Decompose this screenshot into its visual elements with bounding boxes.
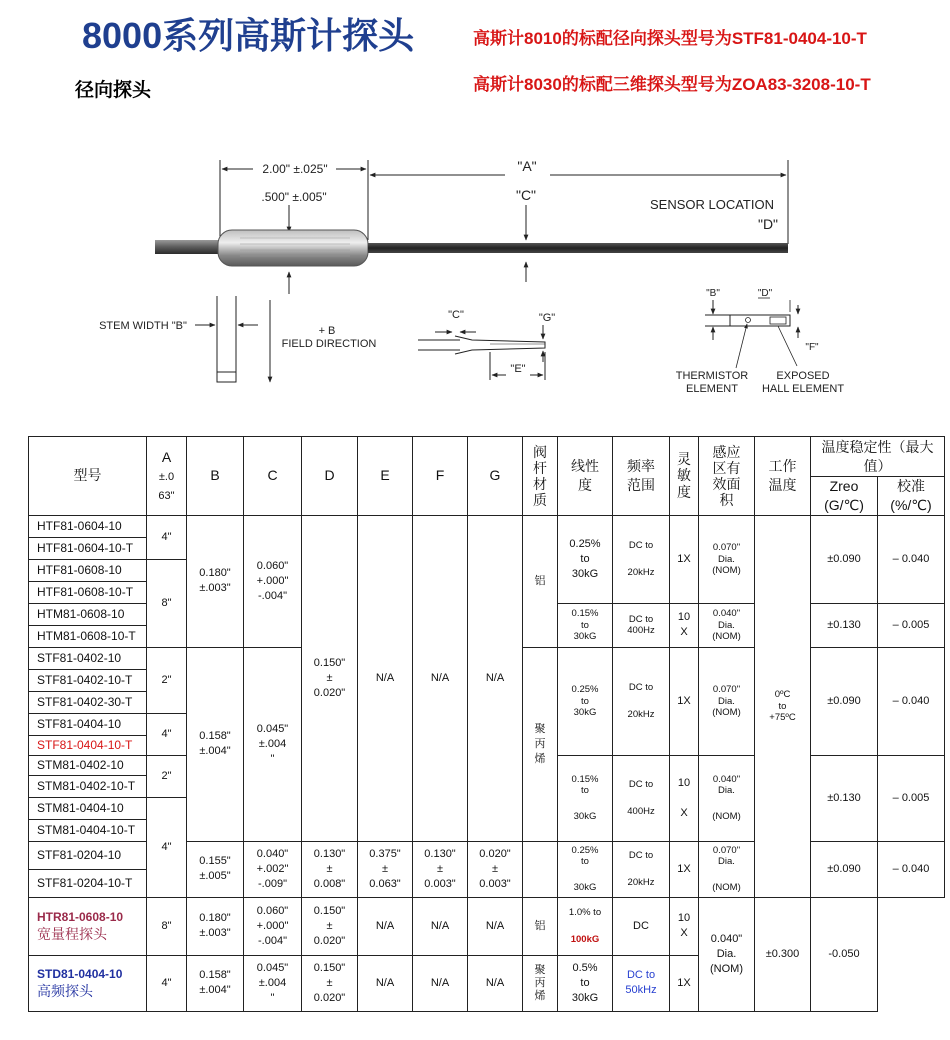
dim-2in-text: 2.00" ±.025" xyxy=(262,162,328,176)
plus-b-label: + B xyxy=(318,325,336,337)
header-b: B xyxy=(187,437,244,516)
table-row-model: HTM81-0608-10 xyxy=(29,603,147,625)
dim-500-text: .500" ±.005" xyxy=(261,190,327,204)
probe-handle xyxy=(218,230,368,266)
detail-label-b: "B" xyxy=(706,288,720,299)
table-row-model: STM81-0404-10 xyxy=(29,797,147,819)
label-d: "D" xyxy=(757,216,779,232)
header-temp: 工作 温度 xyxy=(755,437,811,516)
header-d: D xyxy=(302,437,358,516)
exposed-label-2: HALL ELEMENT xyxy=(761,383,845,395)
table-row-model: HTF81-0608-10-T xyxy=(29,581,147,603)
thermistor-label-1: THERMISTOR xyxy=(675,370,749,382)
probe-spec-table: 型号 A ±.0 63" B C D E F G 阀 杆 材 质 线性 度 频率 范围 灵 敏 度 感应 区有 效面 积 工作 温度 温度稳定性（最大值） Zreo (G/℃) 校准 (%/℃) HTF81-0604-10 4" 0.180" ±.003" 0.060" +.000" -.004" 0.150" ± 0.020" N/A N/A N/A 铝 0.25% to 30kG DC to 20kHz 1X 0.070" Dia. (NOM) 0ºC to +75ºC ±0.090 – 0.040 HTF81-0604-10-T HTF81-0608-10 8" HTF81-0608-10-T HTM81-0608-10 0.15% to 30kG DC to 400Hz 10 X 0.040" Dia. (NOM) ±0.130 – 0.005 HTM81-0608-10-T STF81-0402-10 2" 0.158" ±.004" 0.045" ±.004 " 聚 丙 烯 0.25% to 30kG DC to 20kHz 1X 0.070" Dia. (NOM) ±0.090 – 0.040 STF81-0402-10-T STF81-0402-30-T STF81-0404-10 4" STF81-0404-10-T STM81-0402-10 2" 0.15% to 30kG DC to 400Hz 10 X 0.040" Dia. (NOM) ±0.130 – 0.005 STM81-0402-10-T STM81-0404-10 4" STM81-0404-10-T STF81-0204-10 0.155" ±.005" 0.040" +.002" -.009" 0.130" ± 0.008" 0.375" ± 0.063" 0.130" ± 0.003" 0.020" ± 0.003" 0.25% to 30kG DC to 20kHz 1X 0.070" Dia. (NOM) ±0.090 – 0.040 STF81-0204-10-T HTR81-0608-10 宽量程探头 8" 0.180" ±.003" 0.060" +.000" -.004" 0.150" ± 0.020" N/A N/A N/A 铝 1.0% to 100kG DC 10 X 0.040" Dia. (NOM) ±0.300 -0.050 STD81-0404-10 高频探头 4" 0.158" ±.004" 0.045" ±.004 " 0.150" ± 0.020" N/A N/A N/A 聚 丙 烯 0.5% to 30kG DC to 50kHz 1X xyxy=(28,436,945,1012)
header-material: 阀 杆 材 质 xyxy=(523,437,558,516)
table-row-model: STF81-0204-10 xyxy=(29,841,147,869)
header-c: C xyxy=(244,437,302,516)
header-a: A ±.0 63" xyxy=(147,437,187,516)
stem-width-label: STEM WIDTH "B" xyxy=(99,320,187,332)
detail-label-d: "D" xyxy=(757,288,773,299)
table-row-model: STM81-0402-10-T xyxy=(29,775,147,797)
table-row-model: STF81-0402-10 xyxy=(29,647,147,669)
page-title: 8000系列高斯计探头 xyxy=(82,15,415,56)
header-freq: 频率 范围 xyxy=(613,437,670,516)
table-row-model: STF81-0402-10-T xyxy=(29,669,147,691)
header-sensitivity: 灵 敏 度 xyxy=(670,437,699,516)
table-row-high-freq: STD81-0404-10 高频探头 xyxy=(29,955,147,1011)
header-g: G xyxy=(468,437,523,516)
stem-end-section xyxy=(217,372,236,382)
label-c: "C" xyxy=(515,187,537,203)
header-area: 感应 区有 效面 积 xyxy=(699,437,755,516)
table-row-model: STF81-0204-10-T xyxy=(29,869,147,897)
note-8030: 高斯计8030的标配三维探头型号为ZOA83-3208-10-T xyxy=(473,75,871,94)
detail-label-c: "C" xyxy=(448,309,464,321)
header-model: 型号 xyxy=(29,437,147,516)
label-a: "A" xyxy=(517,158,537,174)
probe-dimension-diagram xyxy=(0,140,950,410)
header-stability: 温度稳定性（最大值） xyxy=(811,437,945,477)
table-row-model: STM81-0402-10 xyxy=(29,755,147,775)
detail-label-f: "F" xyxy=(805,342,819,353)
table-row-model: STM81-0404-10-T xyxy=(29,819,147,841)
section-subtitle: 径向探头 xyxy=(75,80,152,101)
header-zero: Zreo (G/℃) xyxy=(811,477,878,516)
table-row-wide-range: HTR81-0608-10 宽量程探头 xyxy=(29,897,147,955)
exposed-label-1: EXPOSED xyxy=(776,370,830,382)
table-row-model: HTM81-0608-10-T xyxy=(29,625,147,647)
sensor-location-label: SENSOR LOCATION xyxy=(649,197,775,212)
detail-label-e: "E" xyxy=(510,363,526,375)
table-row-model: HTF81-0608-10 xyxy=(29,559,147,581)
probe-stem xyxy=(368,243,788,253)
note-8010: 高斯计8010的标配径向探头型号为STF81-0404-10-T xyxy=(473,29,867,48)
table-row-model: STF81-0404-10 xyxy=(29,713,147,735)
table-row-model: HTF81-0604-10 xyxy=(29,515,147,537)
header-e: E xyxy=(358,437,413,516)
table-row-model: STF81-0402-30-T xyxy=(29,691,147,713)
detail-label-g: "G" xyxy=(538,312,556,324)
thermistor-label-2: ELEMENT xyxy=(686,383,738,395)
table-row-model-highlight: STF81-0404-10-T xyxy=(29,735,147,755)
probe-cable xyxy=(155,240,225,254)
header-f: F xyxy=(413,437,468,516)
table-row-model: HTF81-0604-10-T xyxy=(29,537,147,559)
header-cal: 校准 (%/℃) xyxy=(878,477,945,516)
header-linearity: 线性 度 xyxy=(558,437,613,516)
field-direction-label: FIELD DIRECTION xyxy=(281,338,377,350)
